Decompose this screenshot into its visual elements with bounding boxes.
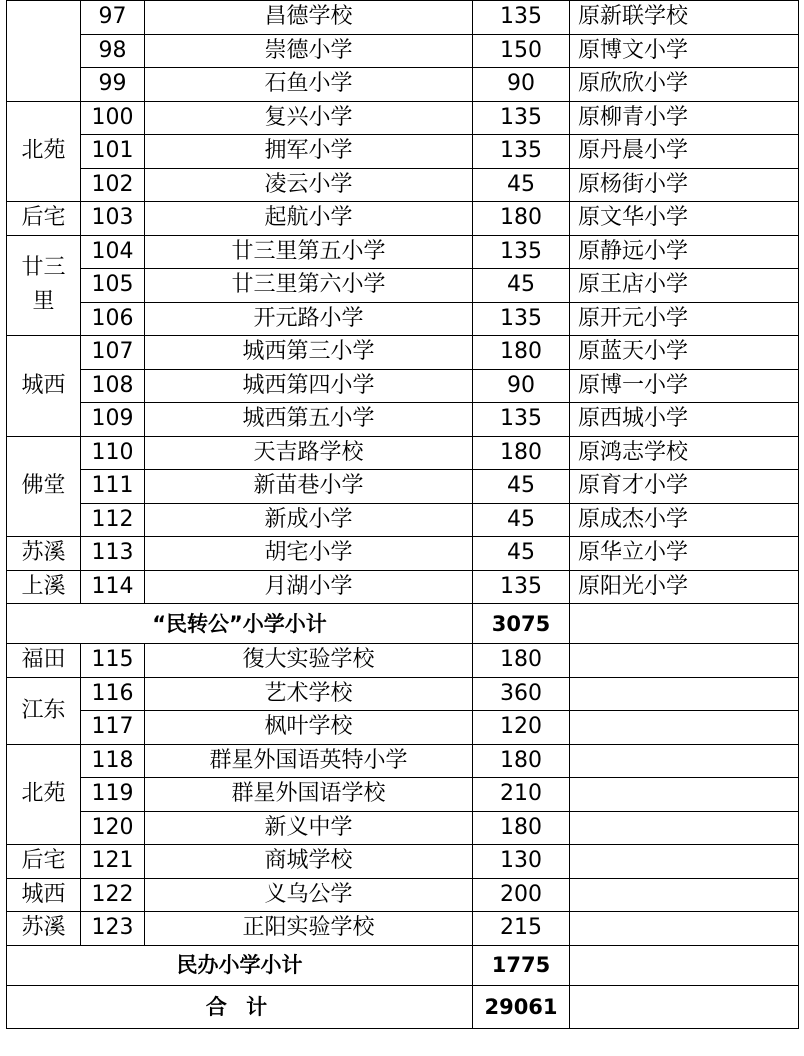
table-row	[7, 845, 799, 879]
town-cell: 后宅	[7, 845, 81, 879]
town-cell: 苏溪	[7, 912, 81, 946]
former-name: 原成杰小学	[570, 503, 799, 537]
enrollment-count: 45	[473, 537, 570, 571]
school-name: 枫叶学校	[145, 711, 473, 745]
school-name: 昌德学校	[145, 1, 473, 35]
enrollment-count: 360	[473, 677, 570, 711]
table-row	[7, 34, 799, 68]
row-number: 116	[81, 677, 145, 711]
row-number: 119	[81, 778, 145, 812]
former-name: 原阳光小学	[570, 570, 799, 604]
row-number: 103	[81, 202, 145, 236]
table-row	[7, 369, 799, 403]
table-row	[7, 537, 799, 571]
empty-cell	[570, 811, 799, 845]
subtotal-value: 1775	[473, 945, 570, 985]
former-name: 原王店小学	[570, 269, 799, 303]
school-name: 城西第三小学	[145, 336, 473, 370]
school-name: 新苗巷小学	[145, 470, 473, 504]
school-name: 城西第四小学	[145, 369, 473, 403]
table-row	[7, 336, 799, 370]
row-number: 98	[81, 34, 145, 68]
town-cell: 后宅	[7, 202, 81, 236]
school-name: 新义中学	[145, 811, 473, 845]
empty-cell	[570, 878, 799, 912]
row-number: 117	[81, 711, 145, 745]
former-name: 原博文小学	[570, 34, 799, 68]
row-number: 97	[81, 1, 145, 35]
row-number: 102	[81, 168, 145, 202]
school-name: 天吉路学校	[145, 436, 473, 470]
enrollment-count: 135	[473, 135, 570, 169]
school-name: 艺术学校	[145, 677, 473, 711]
former-name: 原蓝天小学	[570, 336, 799, 370]
empty-cell	[570, 985, 799, 1028]
row-number: 104	[81, 235, 145, 269]
school-name: 月湖小学	[145, 570, 473, 604]
former-name: 原柳青小学	[570, 101, 799, 135]
table-row	[7, 302, 799, 336]
table-row	[7, 811, 799, 845]
row-number: 115	[81, 644, 145, 678]
table-row	[7, 1, 799, 35]
row-number: 105	[81, 269, 145, 303]
table-row	[7, 744, 799, 778]
enrollment-count: 135	[473, 1, 570, 35]
empty-cell	[570, 778, 799, 812]
table-row	[7, 168, 799, 202]
row-number: 114	[81, 570, 145, 604]
school-enrollment-table	[6, 0, 799, 1029]
empty-cell	[570, 677, 799, 711]
former-name: 原新联学校	[570, 1, 799, 35]
former-name: 原文华小学	[570, 202, 799, 236]
enrollment-count: 45	[473, 168, 570, 202]
table-row	[7, 644, 799, 678]
town-cell: 廿三里	[7, 235, 81, 336]
school-name: 起航小学	[145, 202, 473, 236]
enrollment-count: 180	[473, 436, 570, 470]
school-name: 群星外国语英特小学	[145, 744, 473, 778]
school-name: 廿三里第五小学	[145, 235, 473, 269]
empty-cell	[570, 744, 799, 778]
enrollment-count: 180	[473, 336, 570, 370]
town-cell: 苏溪	[7, 537, 81, 571]
town-cell: 北苑	[7, 101, 81, 202]
empty-cell	[570, 604, 799, 644]
town-cell: 福田	[7, 644, 81, 678]
former-name: 原杨街小学	[570, 168, 799, 202]
enrollment-count: 90	[473, 369, 570, 403]
town-cell: 城西	[7, 878, 81, 912]
table-row	[7, 570, 799, 604]
enrollment-count: 215	[473, 912, 570, 946]
enrollment-count: 135	[473, 403, 570, 437]
school-name: 复兴小学	[145, 101, 473, 135]
former-name: 原博一小学	[570, 369, 799, 403]
town-cell: 城西	[7, 336, 81, 437]
former-name: 原静远小学	[570, 235, 799, 269]
former-name: 原华立小学	[570, 537, 799, 571]
row-number: 100	[81, 101, 145, 135]
school-name: 义乌公学	[145, 878, 473, 912]
school-name: 廿三里第六小学	[145, 269, 473, 303]
empty-cell	[570, 845, 799, 879]
row-number: 101	[81, 135, 145, 169]
table-row	[7, 778, 799, 812]
total-row	[7, 985, 799, 1028]
row-number: 111	[81, 470, 145, 504]
school-name: 拥军小学	[145, 135, 473, 169]
row-number: 106	[81, 302, 145, 336]
former-name: 原育才小学	[570, 470, 799, 504]
row-number: 110	[81, 436, 145, 470]
town-cell: 上溪	[7, 570, 81, 604]
enrollment-count: 45	[473, 470, 570, 504]
enrollment-count: 210	[473, 778, 570, 812]
enrollment-count: 135	[473, 101, 570, 135]
table-row	[7, 470, 799, 504]
enrollment-count: 130	[473, 845, 570, 879]
row-number: 123	[81, 912, 145, 946]
row-number: 121	[81, 845, 145, 879]
enrollment-count: 180	[473, 744, 570, 778]
town-cell: 佛堂	[7, 436, 81, 537]
table-row	[7, 68, 799, 102]
empty-cell	[570, 644, 799, 678]
subtotal-row	[7, 945, 799, 985]
former-name: 原鸿志学校	[570, 436, 799, 470]
enrollment-count: 45	[473, 503, 570, 537]
table-row	[7, 912, 799, 946]
former-name: 原欣欣小学	[570, 68, 799, 102]
table-row	[7, 878, 799, 912]
table-row	[7, 677, 799, 711]
enrollment-count: 200	[473, 878, 570, 912]
empty-cell	[570, 711, 799, 745]
enrollment-count: 135	[473, 570, 570, 604]
subtotal-label: “民转公”小学小计	[7, 604, 473, 644]
school-name: 復大实验学校	[145, 644, 473, 678]
school-name: 城西第五小学	[145, 403, 473, 437]
row-number: 113	[81, 537, 145, 571]
empty-cell	[570, 945, 799, 985]
table-row	[7, 202, 799, 236]
row-number: 112	[81, 503, 145, 537]
enrollment-count: 120	[473, 711, 570, 745]
enrollment-count: 150	[473, 34, 570, 68]
table-row	[7, 436, 799, 470]
school-name: 商城学校	[145, 845, 473, 879]
subtotal-label: 民办小学小计	[7, 945, 473, 985]
school-name: 新成小学	[145, 503, 473, 537]
enrollment-count: 135	[473, 235, 570, 269]
table-row	[7, 503, 799, 537]
row-number: 99	[81, 68, 145, 102]
table-row	[7, 135, 799, 169]
enrollment-count: 180	[473, 811, 570, 845]
row-number: 107	[81, 336, 145, 370]
row-number: 109	[81, 403, 145, 437]
former-name: 原西城小学	[570, 403, 799, 437]
former-name: 原丹晨小学	[570, 135, 799, 169]
town-cell	[7, 1, 81, 102]
town-cell: 江东	[7, 677, 81, 744]
row-number: 120	[81, 811, 145, 845]
total-label: 合 计	[7, 985, 473, 1028]
row-number: 122	[81, 878, 145, 912]
town-cell: 北苑	[7, 744, 81, 845]
school-name: 胡宅小学	[145, 537, 473, 571]
school-name: 崇德小学	[145, 34, 473, 68]
school-name: 开元路小学	[145, 302, 473, 336]
table-row	[7, 711, 799, 745]
school-name: 石鱼小学	[145, 68, 473, 102]
enrollment-count: 90	[473, 68, 570, 102]
table-row	[7, 101, 799, 135]
table-row	[7, 235, 799, 269]
table-row	[7, 403, 799, 437]
school-name: 凌云小学	[145, 168, 473, 202]
enrollment-count: 180	[473, 202, 570, 236]
enrollment-count: 45	[473, 269, 570, 303]
school-name: 群星外国语学校	[145, 778, 473, 812]
school-name: 正阳实验学校	[145, 912, 473, 946]
table-row	[7, 269, 799, 303]
row-number: 118	[81, 744, 145, 778]
subtotal-row	[7, 604, 799, 644]
former-name: 原开元小学	[570, 302, 799, 336]
row-number: 108	[81, 369, 145, 403]
enrollment-count: 180	[473, 644, 570, 678]
subtotal-value: 3075	[473, 604, 570, 644]
enrollment-count: 135	[473, 302, 570, 336]
empty-cell	[570, 912, 799, 946]
total-value: 29061	[473, 985, 570, 1028]
